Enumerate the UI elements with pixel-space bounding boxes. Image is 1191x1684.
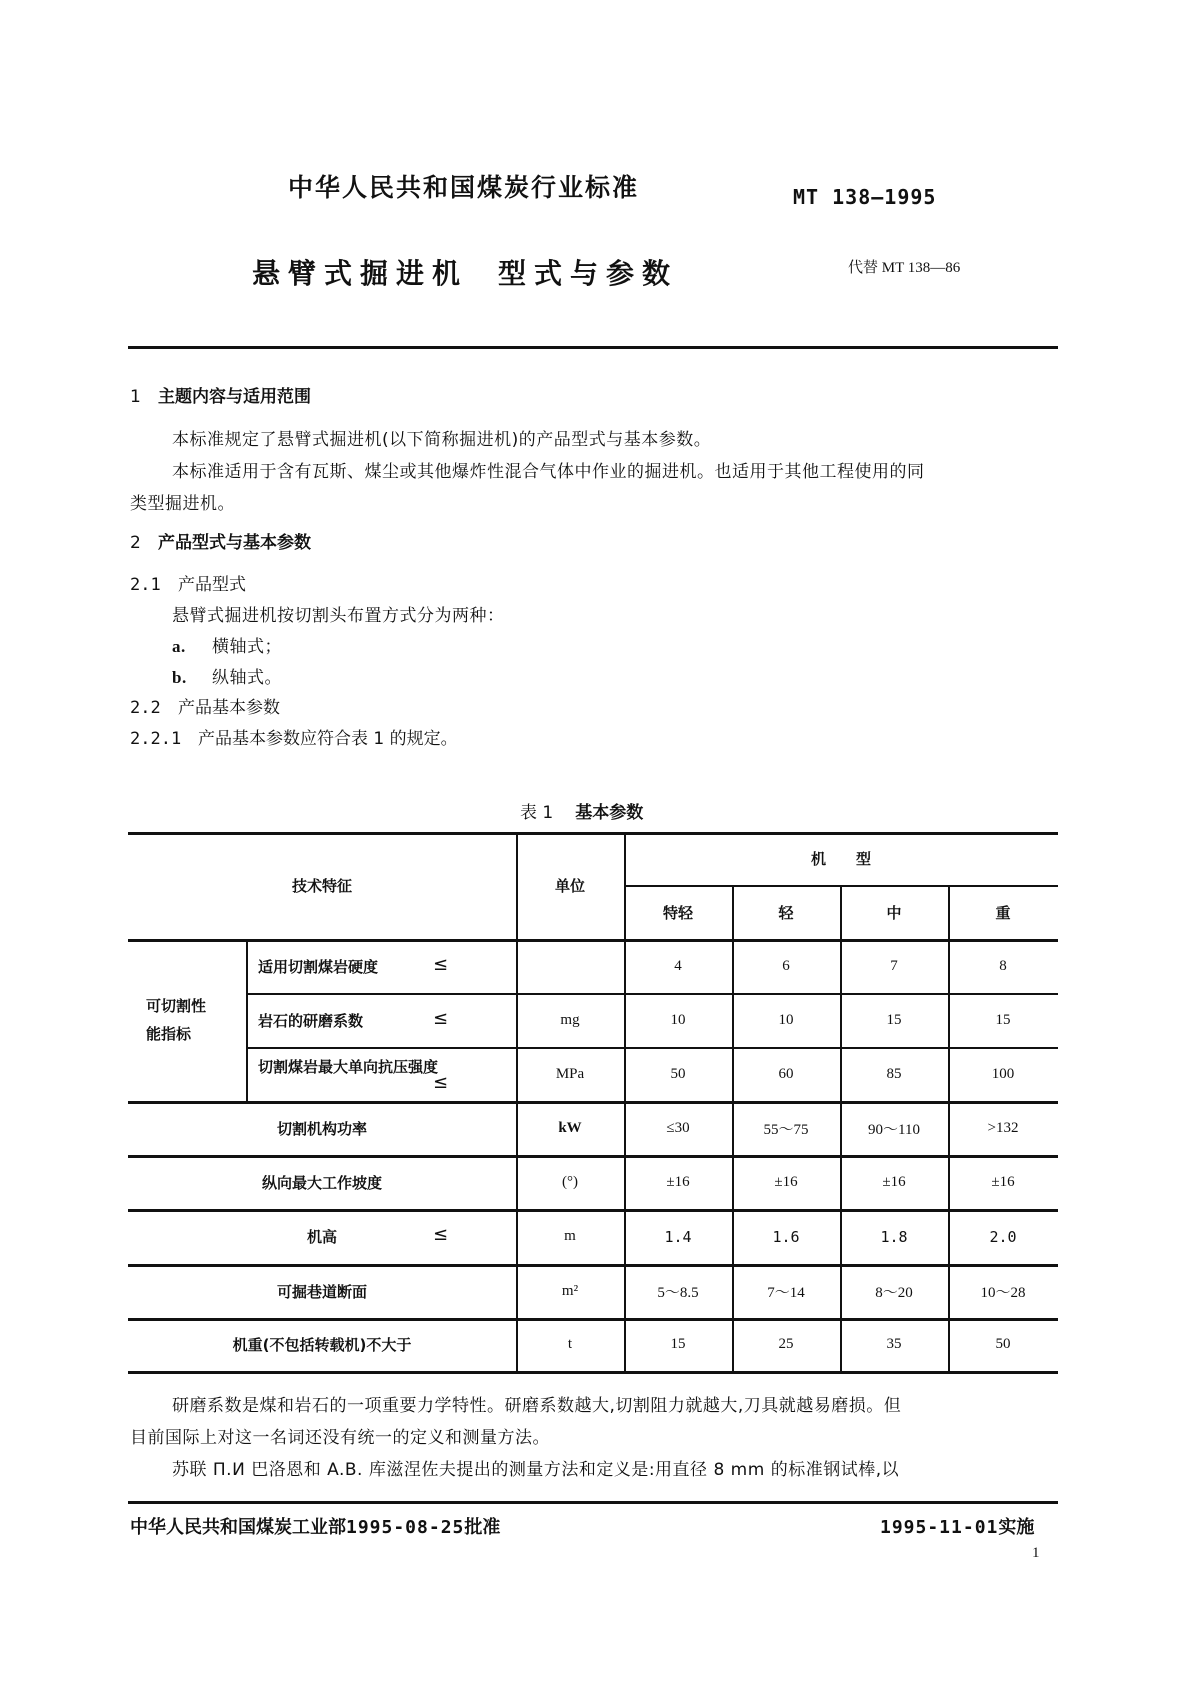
table-row-7-value-2: 35 xyxy=(886,1336,902,1352)
table-bottom-border xyxy=(128,1371,1058,1374)
table-row-0-value-2: 7 xyxy=(890,957,898,974)
table-row-0-value-3: 8 xyxy=(999,957,1007,974)
le-symbol: ≤ xyxy=(433,954,449,975)
title-part2: 型式与参数 xyxy=(498,257,679,290)
table-row-6-feature: 可掘巷道断面 xyxy=(276,1282,367,1301)
section-2-1-intro: 悬臂式掘进机按切割头布置方式分为两种： xyxy=(172,606,505,626)
table-row-7-value-1: 25 xyxy=(778,1336,794,1352)
note-line-1: 研磨系数是煤和岩石的一项重要力学特性。研磨系数越大,切割阻力就越大,刀具就越易磨损。但 xyxy=(172,1396,902,1416)
table-row-1-value-1: 10 xyxy=(778,1011,794,1028)
le-symbol: ≤ xyxy=(433,1072,449,1093)
section-1-heading: 1 主题内容与适用范围 xyxy=(130,387,311,407)
le-symbol: ≤ xyxy=(433,1008,449,1029)
table-row-6-value-2: 8～20 xyxy=(875,1284,913,1301)
replaces-note: 代替 MT 138—86 xyxy=(848,260,961,276)
table-row-2-value-0: 50 xyxy=(670,1065,686,1082)
section-2-heading: 2 产品型式与基本参数 xyxy=(130,533,311,553)
table-row-2-value-3: 100 xyxy=(991,1065,1015,1082)
le-symbol: ≤ xyxy=(433,1224,449,1245)
standard-org-title: 中华人民共和国煤炭行业标准 xyxy=(288,173,640,202)
table-row-4-feature: 纵向最大工作坡度 xyxy=(261,1173,382,1192)
table-row-6-value-0: 5～8.5 xyxy=(657,1284,699,1301)
section-1-para-1: 本标准规定了悬臂式掘进机(以下简称掘进机)的产品型式与基本参数。 xyxy=(172,430,712,450)
table-row-3-value-3: >132 xyxy=(987,1119,1019,1136)
page-number: 1 xyxy=(1032,1545,1040,1561)
table-row-4-value-2: ±16 xyxy=(882,1173,906,1190)
group-label-cutting-performance: 可切割性 能指标 xyxy=(146,997,207,1043)
table-row-5-unit: m xyxy=(564,1228,576,1244)
header-model-medium: 中 xyxy=(886,903,902,922)
header-rule xyxy=(128,346,1058,349)
table-row-6-value-1: 7～14 xyxy=(767,1284,805,1301)
table-row-4-value-0: ±16 xyxy=(666,1173,690,1190)
table-row-0-unit xyxy=(516,939,624,993)
footer-approval: 中华人民共和国煤炭工业部1995-08-25批准 xyxy=(130,1517,501,1538)
footer-rule xyxy=(128,1501,1058,1504)
table-row-7-unit: t xyxy=(567,1336,573,1352)
table-row-0-value-0: 4 xyxy=(674,957,682,974)
section-2-2-heading: 2.2 产品基本参数 xyxy=(130,698,280,718)
section-1-para-2-line-1: 本标准适用于含有瓦斯、煤尘或其他爆炸性混合气体中作业的掘进机。也适用于其他工程使用的同 xyxy=(172,462,925,482)
table-row-4-unit: (°) xyxy=(562,1173,578,1190)
note-line-2: 目前国际上对这一名词还没有统一的定义和测量方法。 xyxy=(130,1428,550,1448)
table-row-0-feature: 适用切割煤岩硬度 xyxy=(258,957,379,976)
table-row-1-value-2: 15 xyxy=(886,1011,902,1028)
table-row-7-value-0: 15 xyxy=(670,1336,686,1352)
table-row-1-unit: mg xyxy=(560,1011,580,1028)
table-row-5-value-0: 1.4 xyxy=(664,1227,692,1246)
table-row-2-value-1: 60 xyxy=(778,1065,794,1082)
table-row-4-value-1: ±16 xyxy=(774,1173,798,1190)
table-row-0-value-1: 6 xyxy=(782,957,790,974)
table-row-5-feature: 机高 xyxy=(306,1228,337,1246)
table-row-5-value-3: 2.0 xyxy=(989,1227,1017,1246)
header-unit: 单位 xyxy=(554,877,585,895)
title-part1: 悬臂式掘进机 xyxy=(252,257,469,290)
table-caption: 表 1 基本参数 xyxy=(520,803,644,823)
table-row-7-value-3: 50 xyxy=(995,1336,1011,1352)
table-row-2-value-2: 85 xyxy=(886,1065,902,1082)
list-item-a: a. 横轴式； xyxy=(172,637,282,657)
header-model-group: 机 型 xyxy=(810,850,871,868)
header-model-heavy: 重 xyxy=(995,903,1011,922)
section-2-2-1-text: 2.2.1 产品基本参数应符合表 1 的规定。 xyxy=(130,729,458,749)
header-feature: 技术特征 xyxy=(291,877,352,895)
basic-parameters-table xyxy=(128,832,1058,1373)
table-row-6-unit: m² xyxy=(561,1282,579,1299)
standard-code: MT 138—1995 xyxy=(793,185,937,209)
table-row-5-value-2: 1.8 xyxy=(880,1227,908,1246)
table-row-4-value-3: ±16 xyxy=(991,1173,1015,1190)
note-line-3: 苏联 П.И 巴洛恩和 A.B. 库滋涅佐夫提出的测量方法和定义是:用直径 8 mm 的标准钢试棒,以 xyxy=(172,1460,900,1480)
table-row-2-unit: MPa xyxy=(555,1065,585,1082)
document-title xyxy=(252,252,678,292)
table-row-6-value-3: 10～28 xyxy=(980,1284,1026,1301)
table-row-7-feature: 机重(不包括转载机)不大于 xyxy=(232,1336,412,1354)
table-row-5-value-1: 1.6 xyxy=(772,1227,800,1246)
table-row-3-feature: 切割机构功率 xyxy=(276,1119,367,1138)
header-model-extra-light: 特轻 xyxy=(662,903,693,922)
table-row-1-value-3: 15 xyxy=(995,1011,1011,1028)
table-row-3-value-0: ≤30 xyxy=(666,1119,690,1136)
table-row-1-value-0: 10 xyxy=(670,1011,686,1028)
section-2-1-heading: 2.1 产品型式 xyxy=(130,575,246,595)
section-1-para-2-line-2: 类型掘进机。 xyxy=(130,494,235,514)
header-model-light: 轻 xyxy=(778,903,794,922)
table-row-3-value-2: 90～110 xyxy=(868,1121,920,1138)
footer-effective: 1995-11-01实施 xyxy=(880,1517,1035,1538)
table-row-1-feature: 岩石的研磨系数 xyxy=(258,1011,364,1030)
table-row-3-unit: kW xyxy=(558,1119,582,1136)
list-item-b: b. 纵轴式。 xyxy=(172,668,282,688)
table-row-3-value-1: 55～75 xyxy=(763,1121,809,1138)
table-row-2-feature: 切割煤岩最大单向抗压强度 xyxy=(258,1058,439,1076)
